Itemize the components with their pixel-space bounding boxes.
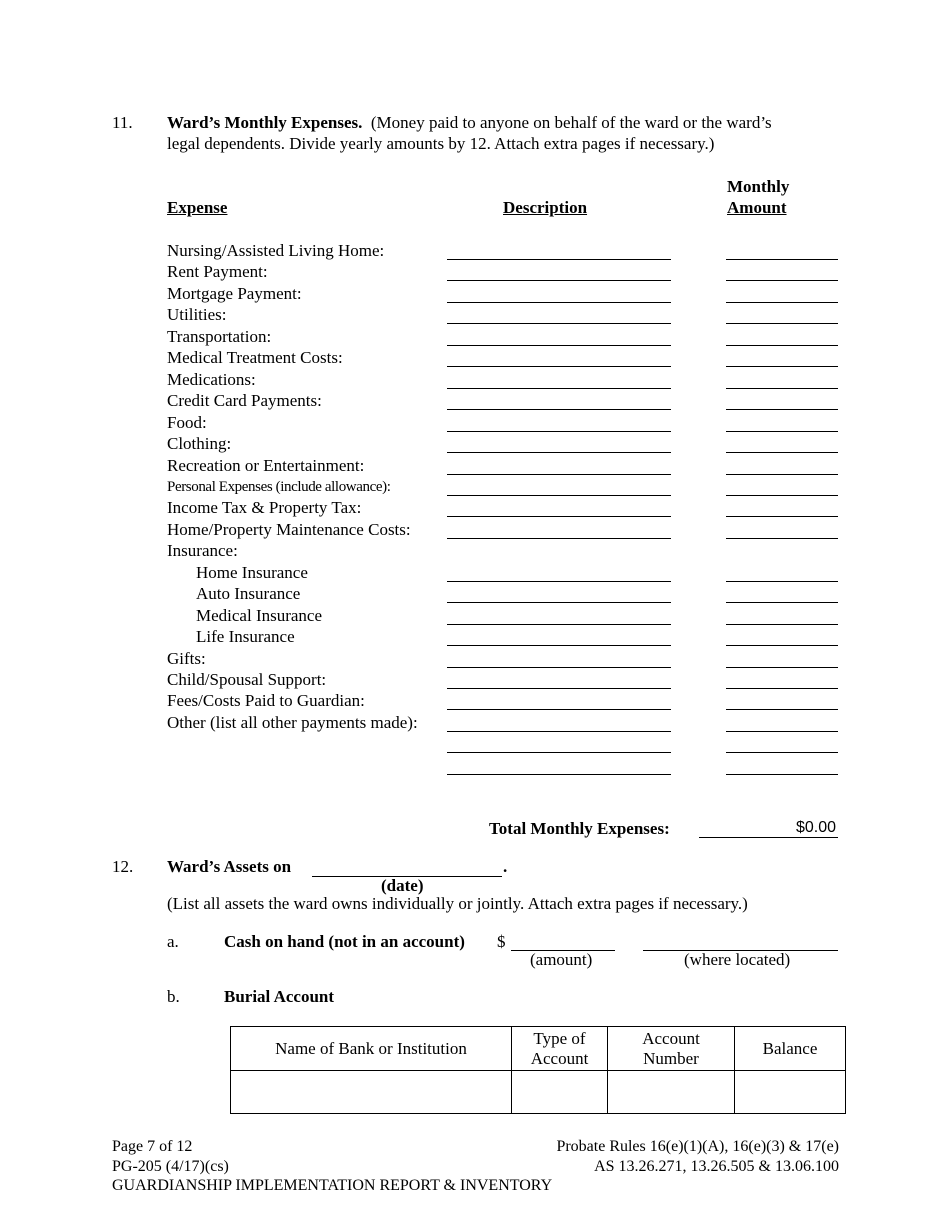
col-expense-header: Expense: [167, 198, 228, 217]
expense-description-field[interactable]: [447, 280, 671, 281]
cash-amount-caption: (amount): [530, 950, 593, 969]
expense-amount-field[interactable]: [726, 538, 838, 539]
expense-row-label: Life Insurance: [196, 627, 295, 647]
expense-row-label: Transportation:: [167, 326, 272, 346]
expense-amount-field[interactable]: [726, 366, 838, 367]
expense-description-field[interactable]: [447, 624, 671, 625]
header-account-number-line1: Account: [642, 1028, 700, 1048]
burial-account-label: Burial Account: [224, 987, 335, 1006]
expense-amount-field[interactable]: [726, 688, 838, 689]
expense-amount-field[interactable]: [726, 516, 838, 517]
expense-amount-field[interactable]: [726, 624, 838, 625]
expense-row-label: Other (list all other payments made):: [167, 712, 418, 732]
expense-amount-field[interactable]: [726, 645, 838, 646]
expense-row-label: Personal Expenses (include allowance):: [167, 478, 391, 495]
expense-row-label: Gifts:: [167, 648, 206, 668]
expense-row-label: Credit Card Payments:: [167, 391, 322, 411]
expense-amount-field[interactable]: [726, 709, 838, 710]
cash-dollar-sign: $: [497, 932, 506, 951]
expense-description-field[interactable]: [447, 259, 671, 260]
expense-amount-field[interactable]: [726, 474, 838, 475]
expense-description-field[interactable]: [447, 581, 671, 582]
expense-row-label: Nursing/Assisted Living Home:: [167, 241, 385, 260]
expense-row-label: Medical Treatment Costs:: [167, 348, 343, 368]
header-account-number: [608, 1027, 735, 1071]
expense-description-field[interactable]: [447, 452, 671, 453]
other-description-extra-field[interactable]: [447, 752, 671, 753]
other-amount-extra-field[interactable]: [726, 774, 838, 775]
cell-balance[interactable]: [735, 1071, 846, 1114]
expense-description-field[interactable]: [447, 345, 671, 346]
section-11-number: 11.: [112, 113, 133, 132]
footer-form-id: PG-205 (4/17)(cs): [112, 1158, 229, 1175]
expense-row-label: Medical Insurance: [196, 605, 323, 625]
expense-row-label: Fees/Costs Paid to Guardian:: [167, 691, 365, 711]
expense-row-label: Recreation or Entertainment:: [167, 455, 365, 475]
header-account-type-line1: Type of: [533, 1028, 586, 1048]
section-12-heading: Ward’s Assets on: [167, 857, 292, 876]
expense-description-field[interactable]: [447, 323, 671, 324]
section-12-number: 12.: [112, 857, 134, 876]
expense-amount-field[interactable]: [726, 280, 838, 281]
expense-amount-field[interactable]: [726, 302, 838, 303]
expense-amount-field[interactable]: [726, 388, 838, 389]
expense-row-label: Mortgage Payment:: [167, 283, 302, 303]
expense-description-field[interactable]: [447, 366, 671, 367]
total-monthly-expenses-label: Total Monthly Expenses:: [489, 819, 670, 838]
expense-amount-field[interactable]: [726, 323, 838, 324]
header-bank-name: Name of Bank or Institution: [231, 1027, 512, 1071]
other-amount-extra-field[interactable]: [726, 752, 838, 753]
expense-description-field[interactable]: [447, 516, 671, 517]
expense-row-label: Medications:: [167, 369, 256, 389]
cash-location-caption: (where located): [684, 950, 791, 969]
expense-amount-field[interactable]: [726, 495, 838, 496]
expense-description-field[interactable]: [447, 388, 671, 389]
section-11-intro-line2: legal dependents. Divide yearly amounts by 12. Attach extra pages if necessary.): [167, 134, 715, 153]
section-12-intro: (List all assets the ward owns individually or jointly. Attach extra pages if necessary.): [167, 894, 748, 913]
footer-form-title: GUARDIANSHIP IMPLEMENTATION REPORT & INVENTORY: [112, 1177, 553, 1194]
expense-description-field[interactable]: [447, 474, 671, 475]
expense-description-field[interactable]: [447, 409, 671, 410]
footer-page-number: Page 7 of 12: [112, 1138, 193, 1155]
other-description-extra-field[interactable]: [447, 774, 671, 775]
col-monthly-header-line2: Amount: [727, 198, 787, 217]
expense-row-label: Child/Spousal Support:: [167, 670, 327, 689]
expense-row-label: Home/Property Maintenance Costs:: [167, 519, 411, 539]
expense-description-field[interactable]: [447, 431, 671, 432]
expense-row-label: Auto Insurance: [196, 584, 301, 604]
expense-amount-field[interactable]: [726, 667, 838, 668]
expense-amount-field[interactable]: [726, 731, 838, 732]
header-account-type-line2: Account: [530, 1048, 589, 1068]
item-b-letter: b.: [167, 987, 180, 1006]
expense-row-label: Insurance:: [167, 541, 238, 561]
header-account-type: [512, 1027, 608, 1071]
section-11-intro-line1: (Money paid to anyone on behalf of the ward or the ward’s: [370, 113, 772, 132]
footer-statutes: AS 13.26.271, 13.26.505 & 13.06.100: [594, 1158, 839, 1175]
burial-account-table: [230, 1026, 846, 1114]
expense-row-label: Utilities:: [167, 305, 227, 325]
expense-description-field[interactable]: [447, 602, 671, 603]
expense-row-label: Home Insurance: [196, 562, 308, 582]
total-monthly-expenses-value: $0.00: [795, 819, 836, 836]
expense-amount-field[interactable]: [726, 452, 838, 453]
expense-row-label: Income Tax & Property Tax:: [167, 498, 362, 518]
expense-description-field[interactable]: [447, 495, 671, 496]
cell-account-number[interactable]: [608, 1071, 735, 1114]
expense-amount-field[interactable]: [726, 602, 838, 603]
col-monthly-header-line1: Monthly: [727, 177, 790, 196]
expense-description-field[interactable]: [447, 667, 671, 668]
expense-amount-field[interactable]: [726, 409, 838, 410]
header-account-number-line2: Number: [643, 1048, 699, 1068]
assets-date-period: .: [503, 857, 508, 876]
footer-probate-rules: Probate Rules 16(e)(1)(A), 16(e)(3) & 17(e): [556, 1138, 839, 1155]
expense-description-field[interactable]: [447, 731, 671, 732]
item-a-letter: a.: [167, 932, 179, 951]
expense-row-label: Rent Payment:: [167, 262, 268, 282]
total-monthly-expenses-field[interactable]: [699, 837, 838, 838]
cash-on-hand-label: Cash on hand (not in an account): [224, 932, 465, 951]
section-11-heading-line1: [167, 113, 772, 133]
expense-amount-field[interactable]: [726, 581, 838, 582]
expense-description-field[interactable]: [447, 709, 671, 710]
expense-amount-field[interactable]: [726, 345, 838, 346]
expense-description-field[interactable]: [447, 688, 671, 689]
col-description-header: Description: [503, 198, 588, 217]
expense-amount-field[interactable]: [726, 259, 838, 260]
section-11-heading: Ward’s Monthly Expenses.: [167, 113, 363, 132]
header-balance: Balance: [735, 1027, 846, 1071]
expense-description-field[interactable]: [447, 302, 671, 303]
cell-account-type[interactable]: [512, 1071, 608, 1114]
expense-description-field[interactable]: [447, 645, 671, 646]
expense-description-field[interactable]: [447, 538, 671, 539]
cell-bank-name[interactable]: [231, 1071, 512, 1114]
assets-date-caption: (date): [381, 876, 424, 895]
expense-amount-field[interactable]: [726, 431, 838, 432]
expense-row-label: Clothing:: [167, 434, 232, 454]
expense-row-label: Food:: [167, 412, 207, 432]
